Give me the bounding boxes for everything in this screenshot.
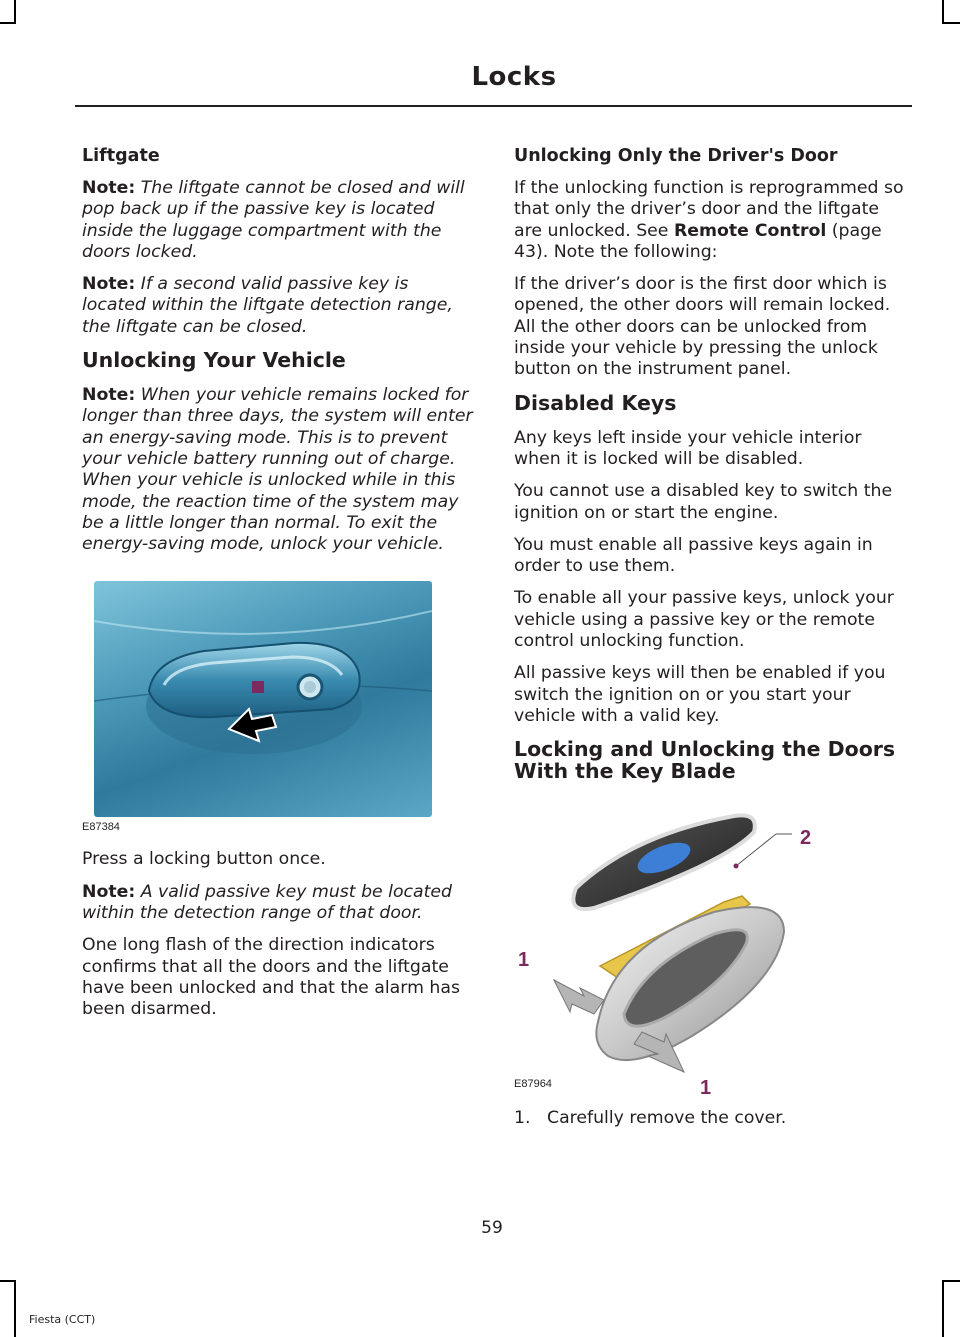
- callout-1b: 1: [700, 1077, 712, 1099]
- page-title: Locks: [471, 62, 557, 92]
- disabled-paragraph: All passive keys will then be enabled if you switch the ignition on or you start your vehicle with a valid key.: [514, 663, 886, 726]
- door-handle-illustration: [94, 581, 432, 817]
- crop-mark: [942, 1280, 960, 1282]
- disabled-paragraph: To enable all your passive keys, unlock your vehicle using a passive key or the remote control unlocking function.: [514, 588, 894, 652]
- flash-paragraph: One long flash of the direction indicators confirms that all the doors and the liftgate have been unlocked and that the alarm has been disarmed.: [82, 935, 460, 1020]
- footer-model: Fiesta (CCT): [29, 1313, 96, 1326]
- key-blade-heading: Locking and Unlocking the Doors With the Key Blade: [514, 737, 896, 784]
- reprogram-text-end: (page 43). Note the following:: [514, 220, 882, 262]
- unlocking-heading: Unlocking Your Vehicle: [82, 348, 346, 373]
- note-text: If a second valid passive key is located within the liftgate detection range, the liftgate can be closed.: [82, 274, 453, 337]
- key-blade-figure: [514, 804, 814, 1098]
- note-label: Note:: [82, 385, 136, 406]
- note-text: The liftgate cannot be closed and will pop back up if the passive key is located inside the luggage compartment with the doors locked.: [82, 178, 465, 262]
- first-door-paragraph: If the driver’s door is the first door which is opened, the other doors will remain locked. All the other doors can be unlocked from inside your vehicle by pressing the unlock button on the instrument panel.: [514, 274, 891, 380]
- remote-control-link[interactable]: Remote Control: [673, 220, 827, 241]
- figure-code: E87384: [82, 821, 120, 834]
- disabled-paragraph: You must enable all passive keys again in order to use them.: [514, 534, 873, 577]
- figure-code: E87964: [514, 1078, 552, 1091]
- note-label: Note:: [82, 178, 136, 198]
- crop-mark: [942, 0, 944, 22]
- note-label: Note:: [82, 881, 136, 902]
- disabled-keys-heading: Disabled Keys: [514, 390, 677, 415]
- note-paragraph: [82, 882, 475, 925]
- note-paragraph: [82, 178, 475, 263]
- callout-1: 1: [518, 949, 530, 972]
- disabled-paragraph: Any keys left inside your vehicle interior when it is locked will be disabled.: [514, 427, 862, 469]
- note-paragraph: [82, 385, 475, 555]
- note-paragraph: [82, 274, 475, 338]
- liftgate-heading: Liftgate: [82, 146, 160, 166]
- disabled-paragraph: You cannot use a disabled key to switch the ignition on or start the engine.: [514, 481, 893, 523]
- drivers-door-heading: Unlocking Only the Driver's Door: [514, 146, 838, 166]
- callout-2: 2: [800, 827, 812, 850]
- steps-list: [514, 1108, 907, 1129]
- right-column: [514, 145, 907, 1129]
- header-rule: [75, 105, 912, 107]
- door-handle-figure: [94, 581, 432, 817]
- crop-mark: [14, 0, 16, 22]
- crop-mark: [0, 1280, 16, 1282]
- note-label: Note:: [82, 274, 136, 295]
- press-instruction: Press a locking button once.: [82, 849, 326, 870]
- note-text: A valid passive key must be located within the detection range of that door.: [82, 881, 453, 924]
- key-blade-illustration: [514, 804, 814, 1098]
- crop-mark: [14, 1280, 16, 1337]
- crop-mark: [0, 22, 16, 24]
- left-column: [82, 145, 475, 1032]
- list-item: [514, 1108, 907, 1129]
- note-text: When your vehicle remains locked for longer than three days, the system will enter an energy-saving mode. This is to prevent your vehicle battery running out of charge. When your vehicle is unlocked while in this mode, the reaction time of the system may be a little longer than normal. To exit the energy-saving mode, unlock your vehicle.: [82, 385, 473, 555]
- page-number: 59: [481, 1218, 503, 1238]
- step-number: 1.: [514, 1108, 531, 1129]
- crop-mark: [942, 22, 960, 24]
- step-text: Carefully remove the cover.: [547, 1108, 787, 1129]
- crop-mark: [942, 1280, 944, 1337]
- reprogram-text: If the unlocking function is reprogrammed so that only the driver’s door and the liftgate are unlocked. See: [514, 178, 904, 241]
- reprogram-paragraph: [514, 178, 907, 263]
